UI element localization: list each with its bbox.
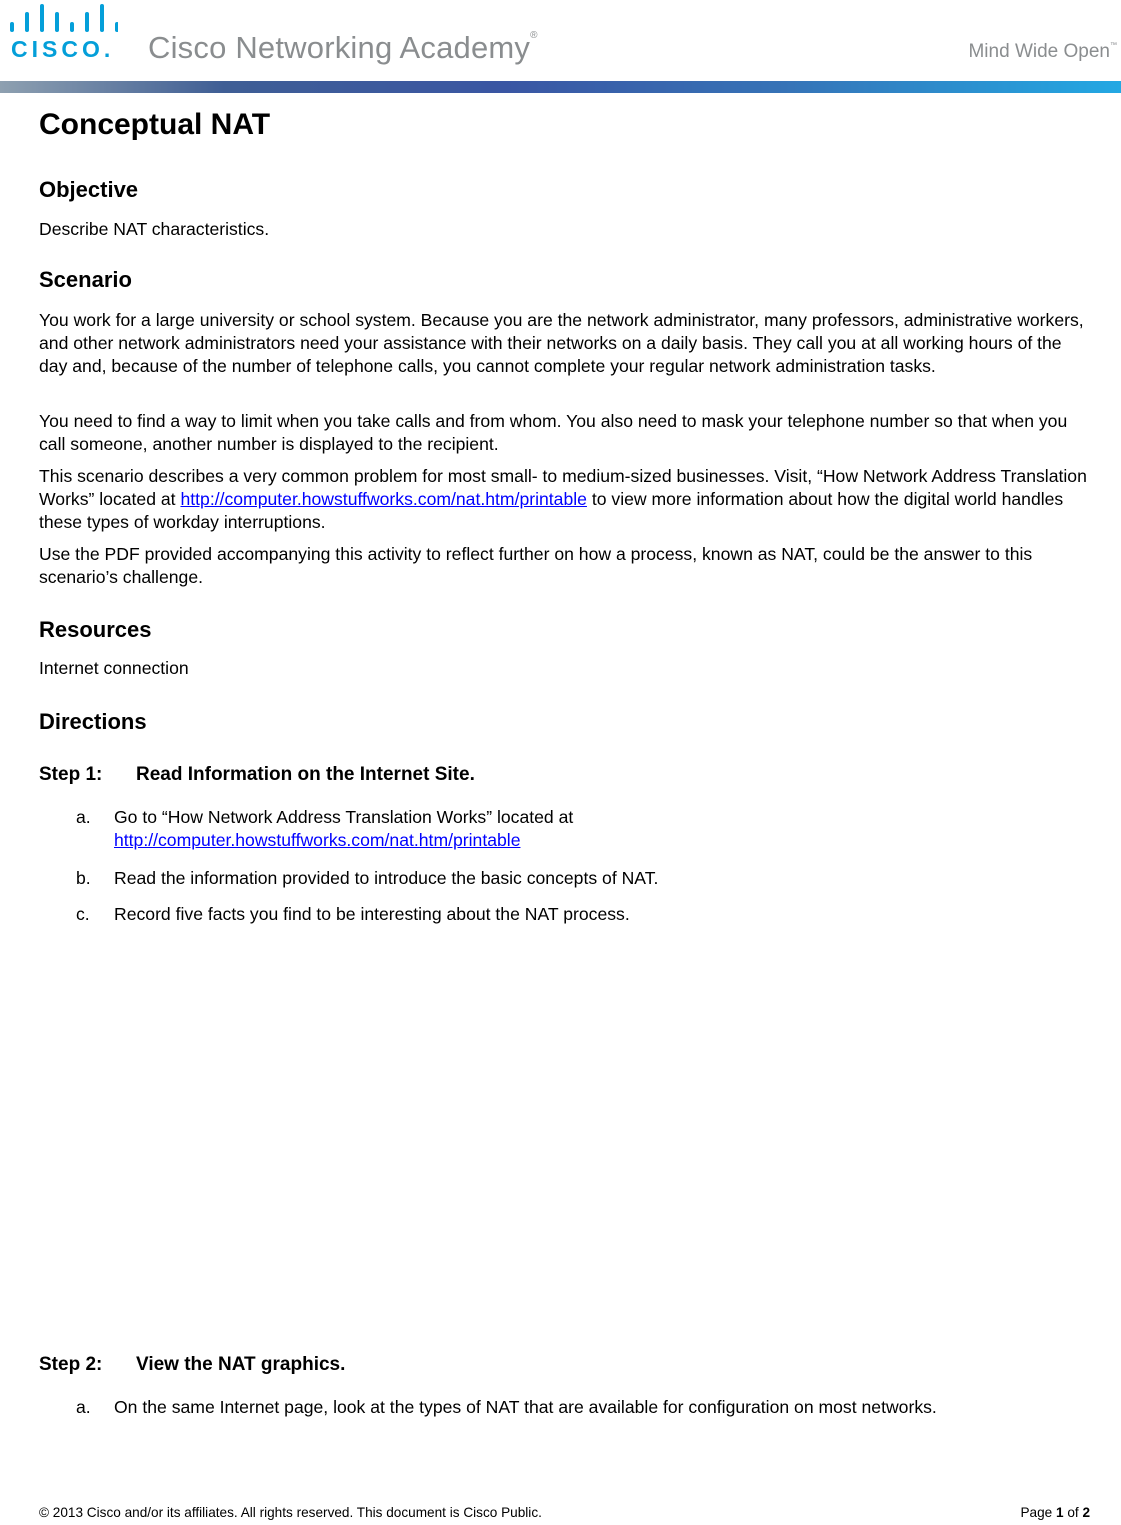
item-text [114, 806, 1064, 852]
page-of: of [1063, 1505, 1083, 1520]
scenario-heading: Scenario [39, 267, 132, 292]
cisco-wordmark: CISCO. [11, 36, 115, 62]
step-2-number: Step 2: [39, 1354, 103, 1375]
item-text: Read the information provided to introduce the basic concepts of NAT. [114, 868, 659, 888]
objective-text: Describe NAT characteristics. [39, 219, 270, 239]
howstuffworks-link[interactable]: http://computer.howstuffworks.com/nat.htm/printable [180, 489, 587, 509]
item-label: b. [76, 868, 91, 888]
page-number [1020, 1505, 1090, 1520]
resources-text: Internet connection [39, 658, 189, 678]
step-2-heading [39, 1354, 345, 1376]
scenario-p3-before: This scenario describes a very common problem for most small- to medium-sized businesses. Visit, “How Network Address Translation Works” located at [39, 466, 1087, 509]
registered-mark: ® [530, 30, 538, 41]
step-1-heading [39, 764, 475, 786]
page-prefix: Page [1020, 1505, 1056, 1520]
item-text: On the same Internet page, look at the types of NAT that are available for configuration on most networks. [114, 1397, 937, 1417]
step-2-title: View the NAT graphics. [136, 1354, 346, 1375]
page-total: 2 [1082, 1505, 1090, 1520]
scenario-p3-after: to view more information about how the digital world handles these types of workday interruptions. [39, 489, 1064, 532]
directions-heading: Directions [39, 709, 147, 734]
academy-title [148, 30, 538, 66]
objective-heading: Objective [39, 177, 139, 202]
howstuffworks-link-step1[interactable]: http://computer.howstuffworks.com/nat.htm/printable [114, 830, 521, 850]
item-a-text: Go to “How Network Address Translation Works” located at [114, 807, 574, 827]
page-current: 1 [1055, 1505, 1064, 1520]
trademark-mark: ™ [1110, 42, 1117, 49]
scenario-paragraph-3 [39, 465, 1094, 534]
scenario-paragraph-2: You need to find a way to limit when you take calls and from whom. You also need to mask your telephone number so that when you call someone, another number is displayed to the recipient. [39, 411, 1068, 454]
page-header [0, 0, 1121, 94]
step-1-title: Read Information on the Internet Site. [136, 764, 475, 785]
item-label: a. [76, 807, 91, 827]
item-label: a. [76, 1397, 91, 1417]
tagline [968, 41, 1117, 63]
page-footer [39, 1505, 1090, 1520]
item-text: Record five facts you find to be interesting about the NAT process. [114, 904, 630, 924]
scenario-paragraph-1: You work for a large university or school system. Because you are the network administrator, many professors, administrative workers, and other network administrators need your assistance with their networks on a daily basis. They call you at all working hours of the day and, because of the number of telephone calls, you cannot complete your regular network administration tasks. [39, 310, 1084, 376]
step-1-number: Step 1: [39, 764, 103, 785]
page-title: Conceptual NAT [39, 108, 271, 141]
resources-heading: Resources [39, 617, 152, 642]
header-color-band [0, 81, 1121, 93]
item-label: c. [76, 904, 90, 924]
cisco-bridge-logo-icon [8, 2, 118, 38]
tagline-text: Mind Wide Open [968, 41, 1110, 62]
copyright-text: © 2013 Cisco and/or its affiliates. All rights reserved. This document is Cisco Public. [39, 1505, 542, 1520]
academy-title-text: Cisco Networking Academy [148, 30, 531, 65]
scenario-paragraph-4: Use the PDF provided accompanying this activity to reflect further on how a process, known as NAT, could be the answer to this scenario’s challenge. [39, 544, 1033, 587]
